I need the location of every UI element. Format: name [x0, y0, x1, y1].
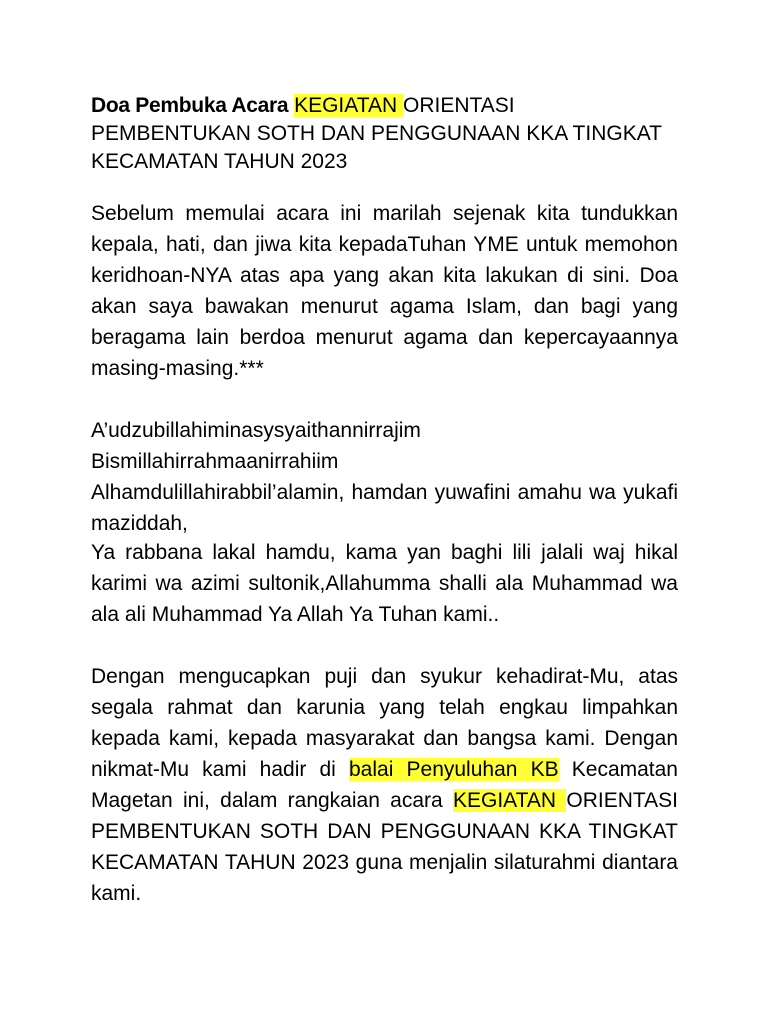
main-text-1: Dengan mengucapkan puji dan syukur kehadirat-Mu, atas segala rahmat dan karunia yang telah engkau limpahkan kepada kami, kepada masyarakat dan bangsa kami. Dengan nikmat-Mu kami hadir di	[91, 665, 678, 781]
prayer-paragraph-rabbana: Ya rabbana lakal hamdu, kama yan baghi lili jalali waj hikal karimi wa azimi sultonik,Allahumma shalli ala Muhammad wa ala ali Muhammad Ya Allah Ya Tuhan kami..	[91, 541, 678, 626]
main-highlight-venue: balai Penyuluhan KB	[349, 758, 559, 781]
main-paragraph	[91, 661, 678, 909]
prayer-line-basmalah: Bismillahirrahmaanirrahiim	[91, 450, 339, 473]
prayer-line-taawudz: A’udzubillahiminasysyaithannirrajim	[91, 419, 421, 442]
main-text-3: ORIENTASI PEMBENTUKAN SOTH DAN PENGGUNAAN KKA TINGKAT KECAMATAN TAHUN 2023 guna menjalin silaturahmi diantara kami.	[91, 789, 678, 905]
title-rest: ORIENTASI PEMBENTUKAN SOTH DAN PENGGUNAAN KKA TINGKAT KECAMATAN TAHUN 2023	[91, 94, 662, 173]
main-highlight-kegiatan: KEGIATAN	[453, 789, 567, 812]
main-text-2: Kecamatan Magetan ini, dalam rangkaian acara	[91, 758, 678, 812]
intro-paragraph: Sebelum memulai acara ini marilah sejenak kita tundukkan kepala, hati, dan jiwa kita kepadaTuhan YME untuk memohon keridhoan-NYA atas apa yang akan kita lakukan di sini. Doa akan saya bawakan menurut agama Islam, dan bagi yang beragama lain berdoa menurut agama dan kepercayaannya masing-masing.***	[91, 202, 678, 380]
title-highlight: KEGIATAN	[294, 94, 403, 117]
document-title	[91, 92, 678, 176]
prayer-paragraph-hamdalah: Alhamdulillahirabbil’alamin, hamdan yuwafini amahu wa yukafi maziddah,	[91, 481, 678, 535]
title-bold-text: Doa Pembuka Acara	[91, 94, 289, 117]
